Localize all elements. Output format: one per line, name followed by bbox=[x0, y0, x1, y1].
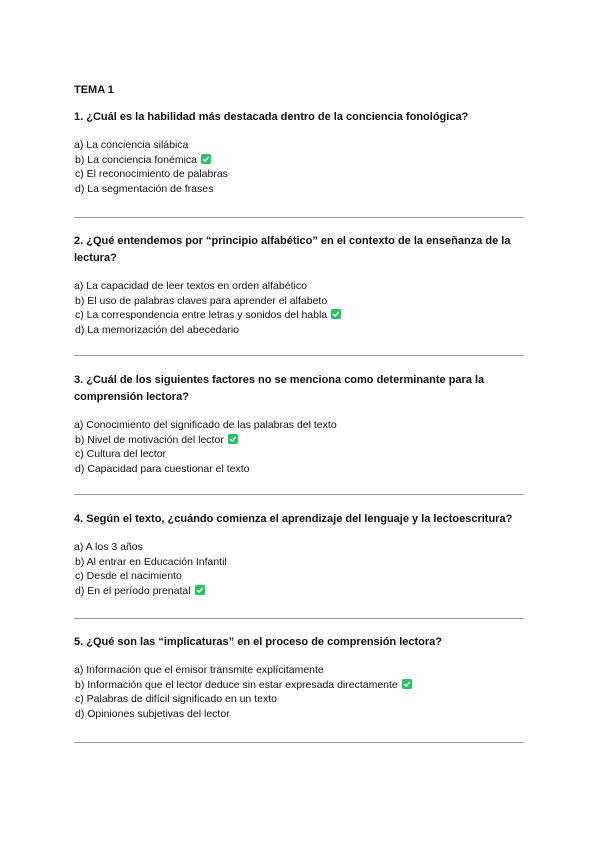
option-a bbox=[74, 663, 526, 678]
question-4 bbox=[74, 511, 526, 598]
option-label: b) Nivel de motivación del lector bbox=[75, 433, 224, 446]
option-b bbox=[74, 433, 526, 448]
question-text: 5. ¿Qué son las “implicaturas” en el proceso de comprensión lectora? bbox=[74, 636, 442, 648]
option-label: b) La conciencia fonémica bbox=[75, 153, 197, 166]
option-c bbox=[74, 167, 526, 182]
question-2 bbox=[74, 233, 526, 337]
option-c bbox=[74, 692, 526, 707]
check-mark-icon bbox=[201, 154, 211, 164]
option-label: b) Al entrar en Educación Infantil bbox=[75, 555, 227, 568]
option-c bbox=[74, 308, 526, 323]
option-list bbox=[74, 663, 526, 721]
option-label: b) El uso de palabras claves para aprender el alfabeto bbox=[75, 294, 328, 307]
option-label: d) En el período prenatal bbox=[75, 584, 191, 597]
option-d bbox=[74, 584, 526, 599]
option-label: c) La correspondencia entre letras y sonidos del habla bbox=[75, 309, 328, 322]
question-3 bbox=[74, 372, 526, 476]
option-c bbox=[74, 569, 526, 584]
check-mark-icon bbox=[228, 434, 238, 444]
check-mark-icon bbox=[195, 585, 205, 595]
check-mark-icon bbox=[331, 309, 341, 319]
option-list bbox=[74, 138, 526, 196]
option-d bbox=[74, 462, 526, 477]
option-label: a) Conocimiento del significado de las palabras del texto bbox=[74, 419, 337, 431]
option-b bbox=[74, 294, 526, 309]
option-label: d) Capacidad para cuestionar el texto bbox=[75, 462, 250, 475]
option-d bbox=[74, 323, 526, 338]
check-mark-icon bbox=[402, 679, 412, 689]
option-label: b) Información que el lector deduce sin estar expresada directamente bbox=[75, 678, 398, 691]
question-5 bbox=[74, 634, 526, 721]
option-b bbox=[74, 678, 526, 693]
question-text: 4. Según el texto, ¿cuándo comienza el aprendizaje del lenguaje y la lectoescritura? bbox=[74, 513, 513, 525]
option-label: d) La segmentación de frases bbox=[75, 182, 214, 195]
option-d bbox=[74, 707, 526, 722]
option-label: c) Palabras de difícil significado en un texto bbox=[75, 693, 277, 706]
question-text: 3. ¿Cuál de los siguientes factores no se menciona como determinante para la comprensión lectora? bbox=[74, 374, 485, 403]
question-text: 2. ¿Qué entendemos por “principio alfabético” en el contexto de la enseñanza de la lectura? bbox=[74, 235, 511, 264]
option-a bbox=[74, 138, 526, 153]
option-label: c) El reconocimiento de palabras bbox=[75, 168, 228, 181]
option-label: d) La memorización del abecedario bbox=[75, 323, 240, 336]
option-label: c) Cultura del lector bbox=[75, 448, 167, 461]
question-text: 1. ¿Cuál es la habilidad más destacada dentro de la conciencia fonológica? bbox=[74, 111, 469, 123]
option-label: a) La conciencia silábica bbox=[74, 139, 189, 151]
option-list bbox=[74, 418, 526, 476]
option-label: a) La capacidad de leer textos en orden alfabético bbox=[74, 280, 307, 292]
option-label: c) Desde el nacimiento bbox=[75, 570, 182, 583]
section-divider bbox=[74, 742, 524, 743]
question-1 bbox=[74, 109, 526, 196]
option-a bbox=[74, 540, 526, 555]
option-c bbox=[74, 447, 526, 462]
option-b bbox=[74, 153, 526, 168]
section-divider bbox=[74, 494, 524, 495]
option-label: a) Información que el emisor transmite explícitamente bbox=[74, 664, 324, 676]
option-list bbox=[74, 540, 526, 598]
option-b bbox=[74, 555, 526, 570]
section-divider bbox=[74, 217, 524, 218]
option-list bbox=[74, 279, 526, 337]
option-a bbox=[74, 418, 526, 433]
option-d bbox=[74, 182, 526, 197]
page-title: TEMA 1 bbox=[74, 84, 114, 96]
option-a bbox=[74, 279, 526, 294]
section-divider bbox=[74, 355, 524, 356]
option-label: a) A los 3 años bbox=[74, 541, 143, 553]
section-divider bbox=[74, 618, 524, 619]
option-label: d) Opiniones subjetivas del lector bbox=[75, 707, 230, 720]
